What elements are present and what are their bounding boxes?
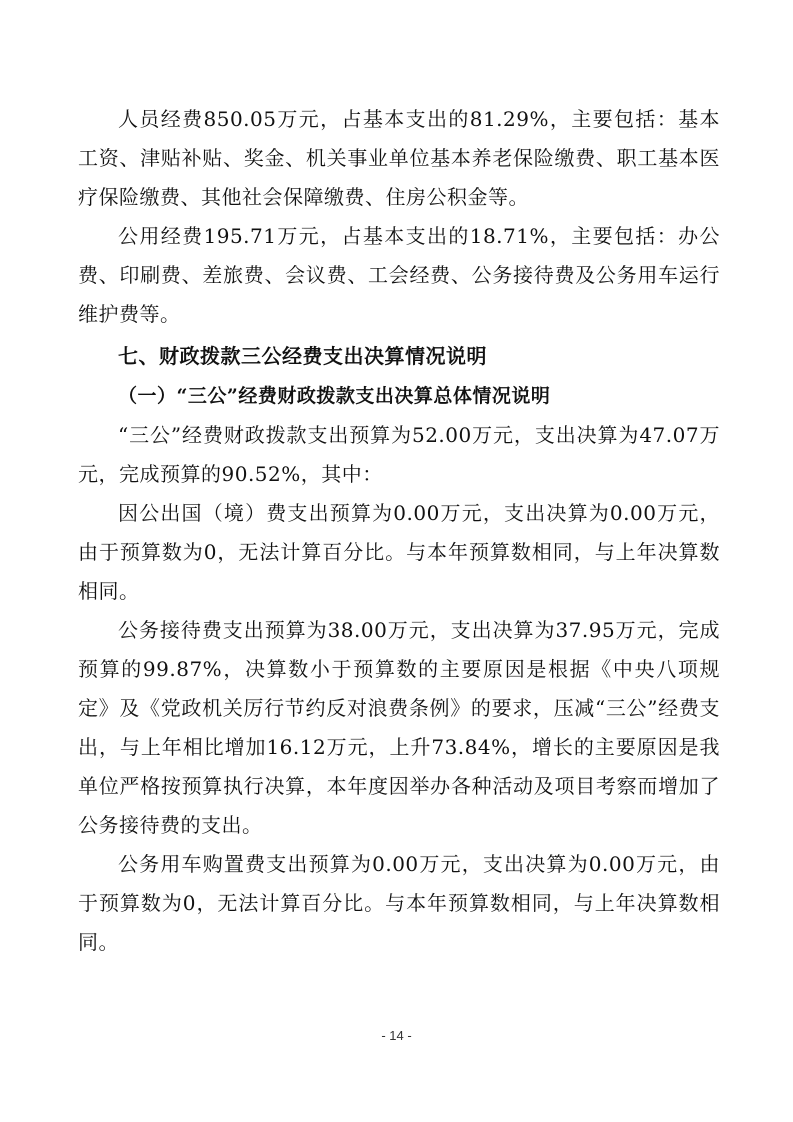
paragraph-official-reception: 公务接待费支出预算为38.00万元，支出决算为37.95万元，完成预算的99.87%，决算数小于预算数的主要原因是根据《中央八项规定》及《党政机关厉行节约反对浪费条例》的要求，压减“三公”经费支出，与上年相比增加16.12万元，上升73.84%，增长的主要原因是我单位严格按预算执行决算，本年度因举办各种活动及项目考察而增加了公务接待费的支出。 — [78, 618, 720, 837]
paragraph-personnel-expenses: 人员经费850.05万元，占基本支出的81.29%，主要包括：基本工资、津贴补贴、奖金、机关事业单位基本养老保险缴费、职工基本医疗保险缴费、其他社会保障缴费、住房公积金等。 — [78, 107, 720, 209]
paragraph-vehicle-purchase: 公务用车购置费支出预算为0.00万元，支出决算为0.00万元，由于预算数为0，无法计算百分比。与本年预算数相同，与上年决算数相同。 — [78, 852, 720, 954]
section-heading: 七、财政拨款三公经费支出决算情况说明 — [118, 344, 487, 368]
paragraph-overseas-travel: 因公出国（境）费支出预算为0.00万元，支出决算为0.00万元，由于预算数为0，无法计算百分比。与本年预算数相同，与上年决算数相同。 — [78, 501, 720, 603]
paragraph-three-public-overview: “三公”经费财政拨款支出预算为52.00万元，支出决算为47.07万元，完成预算的90.52%，其中： — [78, 423, 720, 486]
paragraph-public-expenses: 公用经费195.71万元，占基本支出的18.71%，主要包括：办公费、印刷费、差旅费、会议费、工会经费、公务接待费及公务用车运行维护费等。 — [78, 224, 720, 326]
page-number: - 14 - — [381, 1028, 412, 1043]
subsection-heading: （一）“三公”经费财政拨款支出决算总体情况说明 — [118, 385, 551, 407]
document-page — [78, 100, 720, 962]
